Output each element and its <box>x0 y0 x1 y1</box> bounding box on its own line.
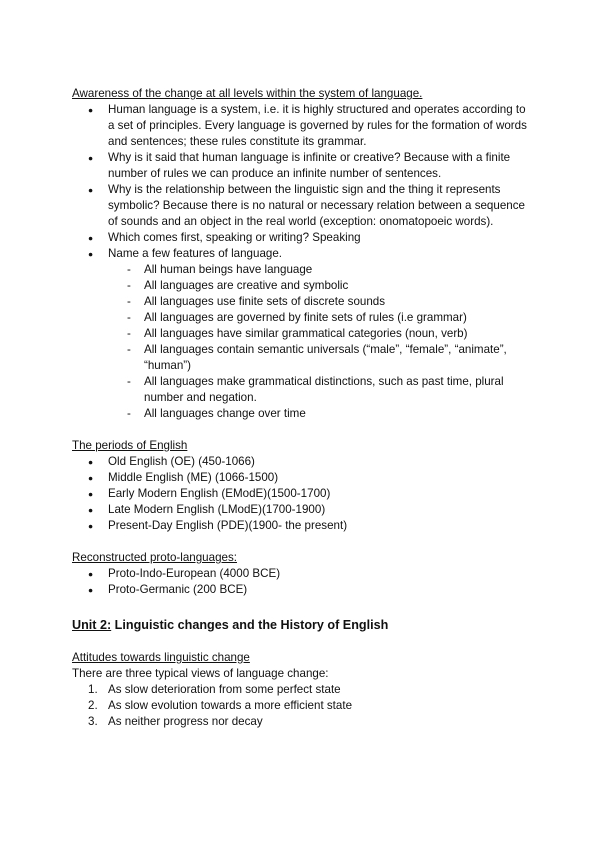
section-heading-awareness: Awareness of the change at all levels within the system of language. <box>72 87 423 100</box>
list-item: ● Old English (OE) (450-1066) <box>72 454 532 470</box>
list-item: ● Name a few features of language. <box>72 246 532 262</box>
section-heading-periods: The periods of English <box>72 439 188 452</box>
attitudes-intro: There are three typical views of language change: <box>72 667 329 680</box>
list-number: 1. <box>88 683 98 696</box>
section-heading-proto-languages: Reconstructed proto-languages: <box>72 551 237 564</box>
list-item: - All languages have similar grammatical categories (noun, verb) <box>72 326 532 342</box>
attitudes-numbered-list <box>72 682 532 730</box>
list-item <box>72 714 532 730</box>
list-item: ● Which comes first, speaking or writing? Speaking <box>72 230 532 246</box>
awareness-bullet-list <box>72 102 532 262</box>
list-item: ● Middle English (ME) (1066-1500) <box>72 470 532 486</box>
list-text: As neither progress nor decay <box>108 715 263 728</box>
list-item: ● Why is it said that human language is infinite or creative? Because with a finite number of rules we can produce an infinite number of sentences. <box>72 150 532 182</box>
proto-languages-bullet-list <box>72 566 532 598</box>
list-item: ● Early Modern English (EModE)(1500-1700) <box>72 486 532 502</box>
list-item: - All languages make grammatical distinctions, such as past time, plural number and negation. <box>72 374 532 406</box>
section-heading-attitudes: Attitudes towards linguistic change <box>72 651 250 664</box>
list-item: - All languages are creative and symbolic <box>72 278 532 294</box>
list-text: As slow deterioration from some perfect state <box>108 683 341 696</box>
unit-title: Linguistic changes and the History of English <box>111 618 389 632</box>
document-page <box>72 86 532 730</box>
list-item: ● Why is the relationship between the linguistic sign and the thing it represents symbolic? Because there is no natural or necessary relation between a sequence of sounds and an object in the real world (exception: onomatopoeic words). <box>72 182 532 230</box>
unit-label: Unit 2: <box>72 618 112 632</box>
list-number: 3. <box>88 715 98 728</box>
features-dash-list <box>72 262 532 422</box>
list-number: 2. <box>88 699 98 712</box>
list-item: - All languages use finite sets of discrete sounds <box>72 294 532 310</box>
list-item: - All human beings have language <box>72 262 532 278</box>
list-item: - All languages are governed by finite sets of rules (i.e grammar) <box>72 310 532 326</box>
unit-heading <box>72 616 532 634</box>
list-item: ● Proto-Germanic (200 BCE) <box>72 582 532 598</box>
list-item <box>72 698 532 714</box>
periods-bullet-list <box>72 454 532 534</box>
list-item: - All languages change over time <box>72 406 532 422</box>
list-item <box>72 682 532 698</box>
list-item: - All languages contain semantic universals (“male”, “female”, “animate”, “human”) <box>72 342 532 374</box>
list-text: As slow evolution towards a more efficient state <box>108 699 353 712</box>
list-item: ● Proto-Indo-European (4000 BCE) <box>72 566 532 582</box>
list-item: ● Human language is a system, i.e. it is highly structured and operates according to a set of principles. Every language is governed by rules for the formation of words and sentences; these rules constitute its grammar. <box>72 102 532 150</box>
list-item: ● Late Modern English (LModE)(1700-1900) <box>72 502 532 518</box>
list-item: ● Present-Day English (PDE)(1900- the present) <box>72 518 532 534</box>
